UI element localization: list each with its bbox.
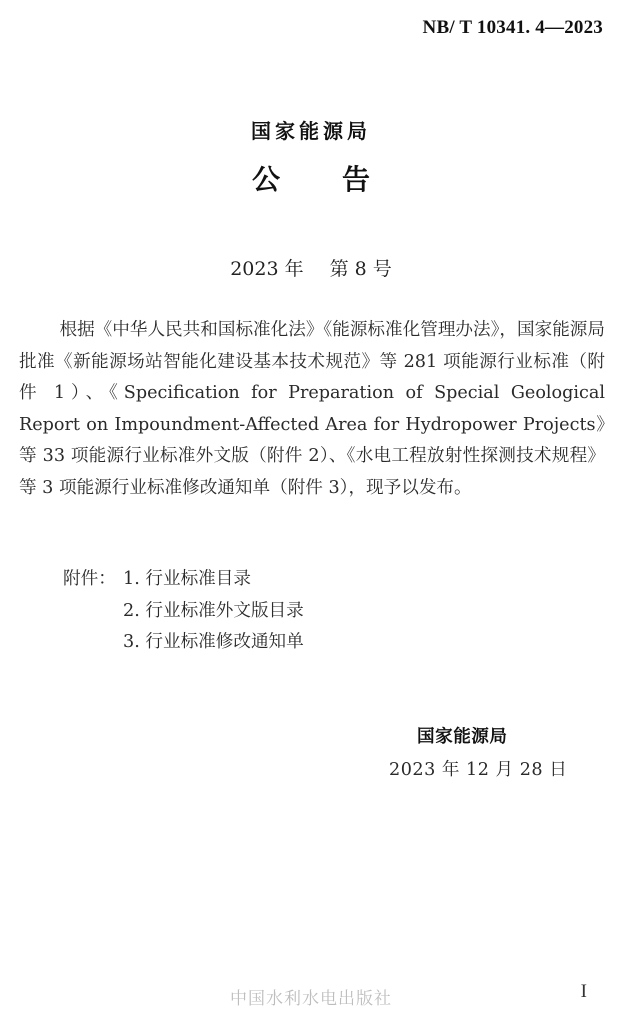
issuing-org-heading: 国家能源局 [251,119,371,143]
attachment-item-text: 3. 行业标准修改通知单 [123,632,304,652]
publisher-watermark: 中国水利水电出版社 [230,989,392,1009]
announcement-body: 根据《中华人民共和国标准化法》《能源标准化管理办法》，国家能源局批准《新能源场站智能化建设基本技术规范》等 281 项能源行业标准（附件 1）、《Specification for Preparation of Special Geological Report on Impoundment-Affected Area for Hydropower Projects》等 33 项能源行业标准外文版（附件 2）、《水电工程放射性探测技术规程》等 3 项能源行业标准修改通知单（附件 3），现予以发布。 [19,320,605,498]
issue-line [0,254,622,281]
attachment-item [63,564,304,596]
signature-date: 2023 年 12 月 28 日 [389,760,568,780]
page-number: I [580,981,587,1002]
issue-year: 2023 年 [230,258,304,280]
attachment-item-text: 1. 行业标准目录 [123,569,251,589]
issue-number: 第 8 号 [329,258,392,280]
attachments-label: 附件： [63,569,116,589]
signature-org: 国家能源局 [417,727,508,747]
attachment-item [63,627,304,659]
standard-code: NB/ T 10341. 4—2023 [422,17,603,38]
attachment-item-text: 2. 行业标准外文版目录 [123,600,304,621]
document-title: 公告 [251,163,432,196]
attachments-list [63,564,304,659]
attachment-item [63,596,304,628]
